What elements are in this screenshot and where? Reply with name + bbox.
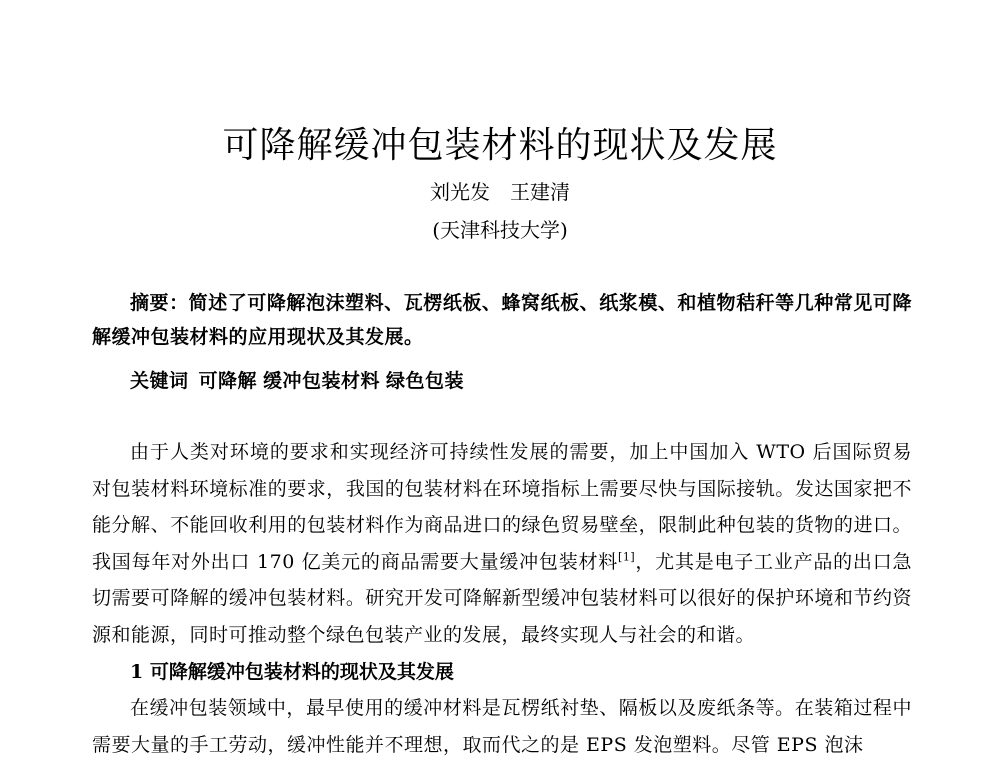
intro-text-part2: ，尤其是电子工业产品的出口急切需要可降解的缓冲包装材料。研究开发可降解新型缓冲包装材料可以很好的保护环境和节约资源和能源，同时可推动整个绿色包装产业的发展，最终实现人与社会的和谐。 (92, 550, 912, 646)
section-paragraph: 在缓冲包装领域中，最早使用的缓冲材料是瓦楞纸衬垫、隔板以及废纸条等。在装箱过程中需要大量的手工劳动，缓冲性能并不理想，取而代之的是 EPS 发泡塑料。尽管 EPS 泡沫 (92, 697, 912, 756)
paper-title: 可降解缓冲包装材料的现状及发展 (222, 125, 778, 166)
author-list (0, 178, 1000, 206)
keyword: 缓冲包装材料 (263, 370, 381, 392)
section-heading: 1 可降解缓冲包装材料的现状及其发展 (130, 661, 454, 683)
author-name: 刘光发 (430, 180, 490, 204)
keyword: 可降解 (198, 370, 258, 392)
keyword: 绿色包装 (386, 370, 465, 392)
intro-paragraph (92, 434, 912, 653)
keywords (130, 364, 910, 398)
author-name: 王建清 (510, 180, 570, 204)
abstract-text: 简述了可降解泡沫塑料、瓦楞纸板、蜂窝纸板、纸浆模、和植物秸秆等几种常见可降解缓冲包装材料的应用现状及其发展。 (92, 292, 912, 348)
affiliation: (天津科技大学) (432, 218, 568, 242)
keywords-label: 关键词 (130, 370, 189, 392)
abstract-label: 摘要： (130, 292, 189, 314)
intro-text-part1: 由于人类对环境的要求和实现经济可持续性发展的需要，加上中国加入 WTO 后国际贸易对包装材料环境标准的要求，我国的包装材料在环境指标上需要尽快与国际接轨。发达国家把不能分解、不能回收利用的包装材料作为商品进口的绿色贸易壁垒，限制此种包装的货物的进口。我国每年对外出口 170 亿美元的商品需要大量缓冲包装材料 (92, 441, 912, 573)
abstract (92, 286, 912, 354)
citation-ref: [1] (618, 550, 636, 564)
